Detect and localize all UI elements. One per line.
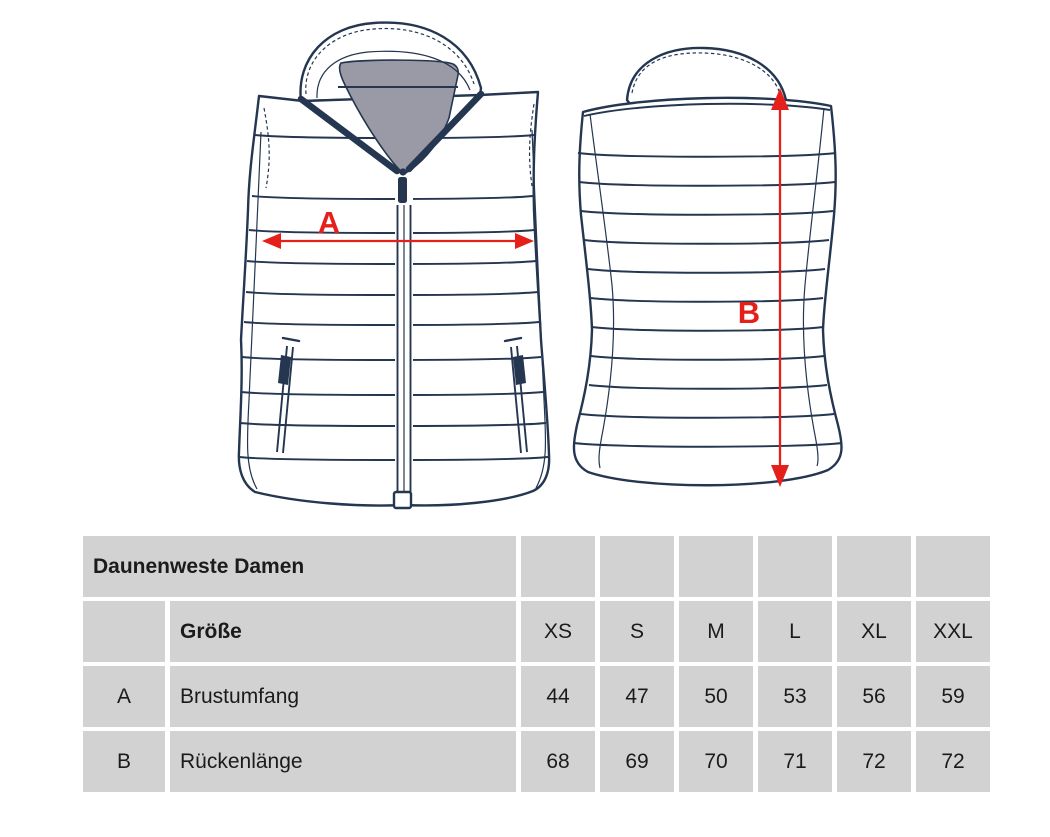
- vest-front-view: [239, 23, 549, 508]
- value-cell: 70: [679, 731, 753, 792]
- table-empty-cell: [679, 536, 753, 597]
- table-empty-cell: [600, 536, 674, 597]
- size-table: [83, 536, 990, 792]
- table-empty-cell: [758, 536, 832, 597]
- value-cell: 72: [916, 731, 990, 792]
- size-col-header: XS: [521, 601, 595, 662]
- table-empty-cell: [83, 601, 165, 662]
- row-id-cell: B: [83, 731, 165, 792]
- value-cell: 47: [600, 666, 674, 727]
- size-header-cell: Größe: [170, 601, 516, 662]
- value-cell: 68: [521, 731, 595, 792]
- front-zipper-stop: [394, 492, 411, 508]
- measure-label-B: B: [737, 295, 761, 330]
- size-col-header: L: [758, 601, 832, 662]
- table-empty-cell: [837, 536, 911, 597]
- size-col-header: M: [679, 601, 753, 662]
- value-cell: 44: [521, 666, 595, 727]
- front-zipper: [394, 172, 413, 508]
- size-col-header: XXL: [916, 601, 990, 662]
- row-label-cell: Rückenlänge: [170, 731, 516, 792]
- measure-label-A: A: [317, 205, 341, 240]
- value-cell: 53: [758, 666, 832, 727]
- value-cell: 72: [837, 731, 911, 792]
- value-cell: 59: [916, 666, 990, 727]
- value-cell: 56: [837, 666, 911, 727]
- value-cell: 69: [600, 731, 674, 792]
- value-cell: 71: [758, 731, 832, 792]
- value-cell: 50: [679, 666, 753, 727]
- table-empty-cell: [916, 536, 990, 597]
- size-col-header: XL: [837, 601, 911, 662]
- table-empty-cell: [521, 536, 595, 597]
- table-title-cell: Daunenweste Damen: [83, 536, 516, 597]
- row-id-cell: A: [83, 666, 165, 727]
- vest-back-view: [574, 48, 842, 487]
- size-col-header: S: [600, 601, 674, 662]
- row-label-cell: Brustumfang: [170, 666, 516, 727]
